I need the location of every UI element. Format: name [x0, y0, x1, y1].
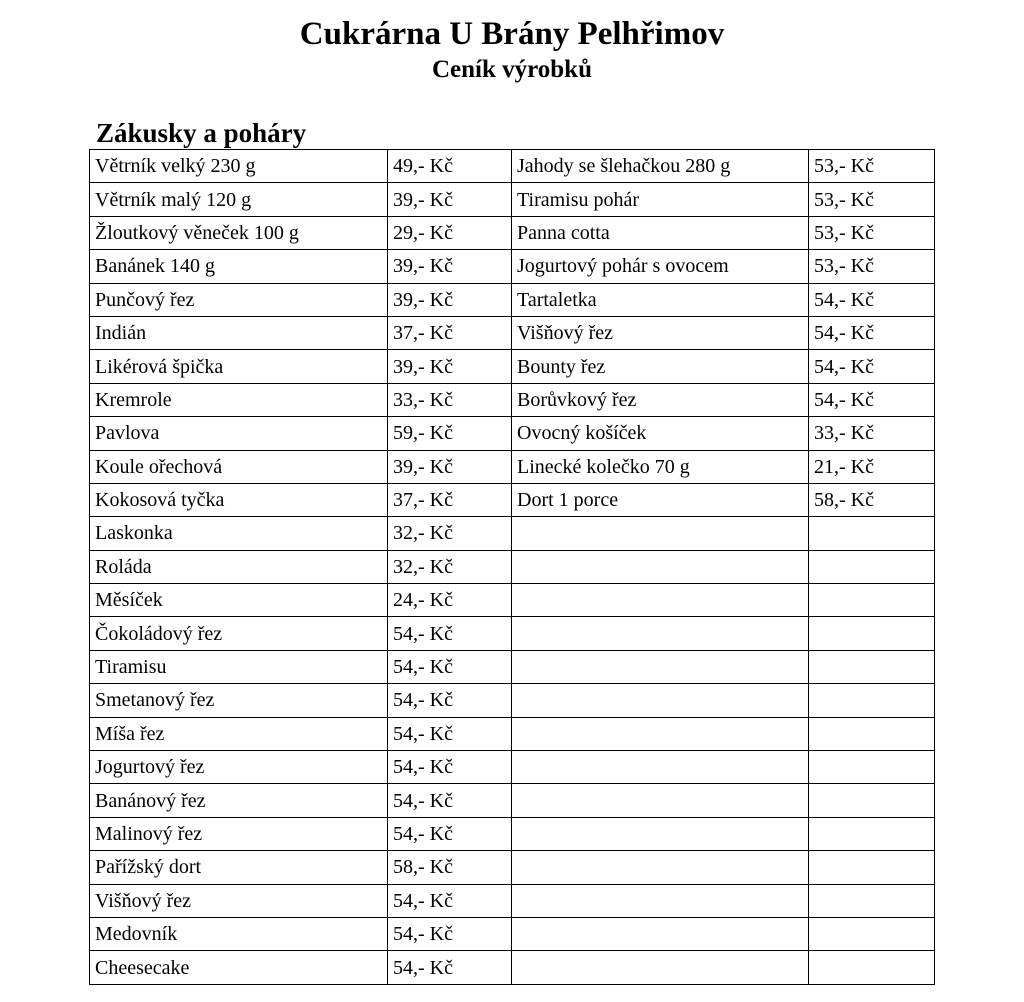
table-row: [90, 350, 935, 383]
table-row: [90, 617, 935, 650]
table-row: [90, 884, 935, 917]
item-name-cell: [512, 884, 809, 917]
item-name-cell: Likérová špička: [90, 350, 388, 383]
item-name-cell: Čokoládový řez: [90, 617, 388, 650]
item-name-cell: Jogurtový pohár s ovocem: [512, 250, 809, 283]
table-row: [90, 283, 935, 316]
table-row: [90, 417, 935, 450]
item-name-cell: Míša řez: [90, 717, 388, 750]
item-name-cell: Pařížský dort: [90, 851, 388, 884]
table-row: [90, 584, 935, 617]
price-table: [89, 149, 935, 985]
item-name-cell: Višňový řez: [512, 316, 809, 349]
item-name-cell: Linecké kolečko 70 g: [512, 450, 809, 483]
item-price-cell: [809, 650, 935, 683]
item-name-cell: Jogurtový řez: [90, 751, 388, 784]
item-price-cell: [809, 817, 935, 850]
item-price-cell: 59,- Kč: [388, 417, 512, 450]
item-price-cell: 54,- Kč: [809, 383, 935, 416]
item-name-cell: Borůvkový řez: [512, 383, 809, 416]
item-price-cell: [809, 684, 935, 717]
item-name-cell: [512, 550, 809, 583]
item-price-cell: 49,- Kč: [388, 150, 512, 183]
item-price-cell: 29,- Kč: [388, 216, 512, 249]
item-price-cell: 33,- Kč: [809, 417, 935, 450]
item-name-cell: Banánový řez: [90, 784, 388, 817]
item-name-cell: Malinový řez: [90, 817, 388, 850]
item-name-cell: Ovocný košíček: [512, 417, 809, 450]
item-name-cell: Větrník velký 230 g: [90, 150, 388, 183]
item-price-cell: 39,- Kč: [388, 250, 512, 283]
item-name-cell: Medovník: [90, 917, 388, 950]
item-price-cell: 54,- Kč: [388, 917, 512, 950]
table-row: [90, 917, 935, 950]
table-row: [90, 784, 935, 817]
table-row: [90, 316, 935, 349]
item-price-cell: 54,- Kč: [809, 316, 935, 349]
item-price-cell: 54,- Kč: [388, 650, 512, 683]
item-price-cell: 54,- Kč: [388, 751, 512, 784]
item-name-cell: Smetanový řez: [90, 684, 388, 717]
item-name-cell: Indián: [90, 316, 388, 349]
item-price-cell: 54,- Kč: [388, 684, 512, 717]
table-row: [90, 817, 935, 850]
item-price-cell: 54,- Kč: [388, 717, 512, 750]
item-name-cell: Bounty řez: [512, 350, 809, 383]
item-name-cell: [512, 817, 809, 850]
item-name-cell: Punčový řez: [90, 283, 388, 316]
item-price-cell: [809, 717, 935, 750]
table-row: [90, 450, 935, 483]
item-price-cell: 54,- Kč: [388, 817, 512, 850]
item-name-cell: Kokosová tyčka: [90, 483, 388, 516]
item-name-cell: [512, 784, 809, 817]
item-name-cell: [512, 650, 809, 683]
table-row: [90, 684, 935, 717]
item-name-cell: Panna cotta: [512, 216, 809, 249]
item-name-cell: [512, 684, 809, 717]
item-price-cell: [809, 584, 935, 617]
item-name-cell: [512, 951, 809, 984]
item-price-cell: 54,- Kč: [388, 884, 512, 917]
item-name-cell: Roláda: [90, 550, 388, 583]
item-name-cell: Tartaletka: [512, 283, 809, 316]
item-price-cell: 54,- Kč: [388, 951, 512, 984]
table-row: [90, 650, 935, 683]
item-name-cell: Koule ořechová: [90, 450, 388, 483]
item-price-cell: 53,- Kč: [809, 216, 935, 249]
item-price-cell: 53,- Kč: [809, 250, 935, 283]
table-row: [90, 150, 935, 183]
item-price-cell: 39,- Kč: [388, 450, 512, 483]
item-price-cell: [809, 884, 935, 917]
item-price-cell: 39,- Kč: [388, 283, 512, 316]
item-price-cell: 54,- Kč: [388, 784, 512, 817]
item-price-cell: 33,- Kč: [388, 383, 512, 416]
item-name-cell: Tiramisu: [90, 650, 388, 683]
item-name-cell: Cheesecake: [90, 951, 388, 984]
item-name-cell: Jahody se šlehačkou 280 g: [512, 150, 809, 183]
item-price-cell: 32,- Kč: [388, 550, 512, 583]
item-price-cell: 54,- Kč: [388, 617, 512, 650]
table-row: [90, 550, 935, 583]
item-name-cell: Větrník malý 120 g: [90, 183, 388, 216]
table-row: [90, 851, 935, 884]
table-row: [90, 483, 935, 516]
page-subtitle: Ceník výrobků: [431, 56, 592, 83]
price-table-body: [90, 150, 935, 985]
item-name-cell: [512, 751, 809, 784]
item-name-cell: [512, 717, 809, 750]
item-price-cell: [809, 550, 935, 583]
item-price-cell: 54,- Kč: [809, 283, 935, 316]
item-price-cell: [809, 517, 935, 550]
item-price-cell: [809, 751, 935, 784]
item-price-cell: 53,- Kč: [809, 150, 935, 183]
item-name-cell: Žloutkový věneček 100 g: [90, 216, 388, 249]
item-price-cell: [809, 951, 935, 984]
item-name-cell: Pavlova: [90, 417, 388, 450]
item-name-cell: Višňový řez: [90, 884, 388, 917]
table-row: [90, 250, 935, 283]
item-name-cell: Měsíček: [90, 584, 388, 617]
table-row: [90, 216, 935, 249]
item-price-cell: 32,- Kč: [388, 517, 512, 550]
item-name-cell: Dort 1 porce: [512, 483, 809, 516]
item-price-cell: 37,- Kč: [388, 316, 512, 349]
item-price-cell: 37,- Kč: [388, 483, 512, 516]
item-name-cell: Laskonka: [90, 517, 388, 550]
item-name-cell: [512, 617, 809, 650]
item-price-cell: 58,- Kč: [388, 851, 512, 884]
item-price-cell: 24,- Kč: [388, 584, 512, 617]
item-price-cell: 54,- Kč: [809, 350, 935, 383]
item-name-cell: [512, 517, 809, 550]
item-price-cell: [809, 784, 935, 817]
item-price-cell: 58,- Kč: [809, 483, 935, 516]
item-name-cell: [512, 851, 809, 884]
item-name-cell: Kremrole: [90, 383, 388, 416]
table-row: [90, 383, 935, 416]
table-row: [90, 751, 935, 784]
item-price-cell: [809, 617, 935, 650]
table-row: [90, 951, 935, 984]
item-price-cell: [809, 851, 935, 884]
item-price-cell: [809, 917, 935, 950]
item-price-cell: 39,- Kč: [388, 350, 512, 383]
page-title: Cukrárna U Brány Pelhřimov: [299, 16, 725, 52]
item-price-cell: 21,- Kč: [809, 450, 935, 483]
item-name-cell: [512, 917, 809, 950]
table-row: [90, 517, 935, 550]
table-row: [90, 717, 935, 750]
item-name-cell: Tiramisu pohár: [512, 183, 809, 216]
item-price-cell: 39,- Kč: [388, 183, 512, 216]
table-row: [90, 183, 935, 216]
item-price-cell: 53,- Kč: [809, 183, 935, 216]
item-name-cell: Banánek 140 g: [90, 250, 388, 283]
section-title: Zákusky a poháry: [96, 118, 307, 148]
item-name-cell: [512, 584, 809, 617]
